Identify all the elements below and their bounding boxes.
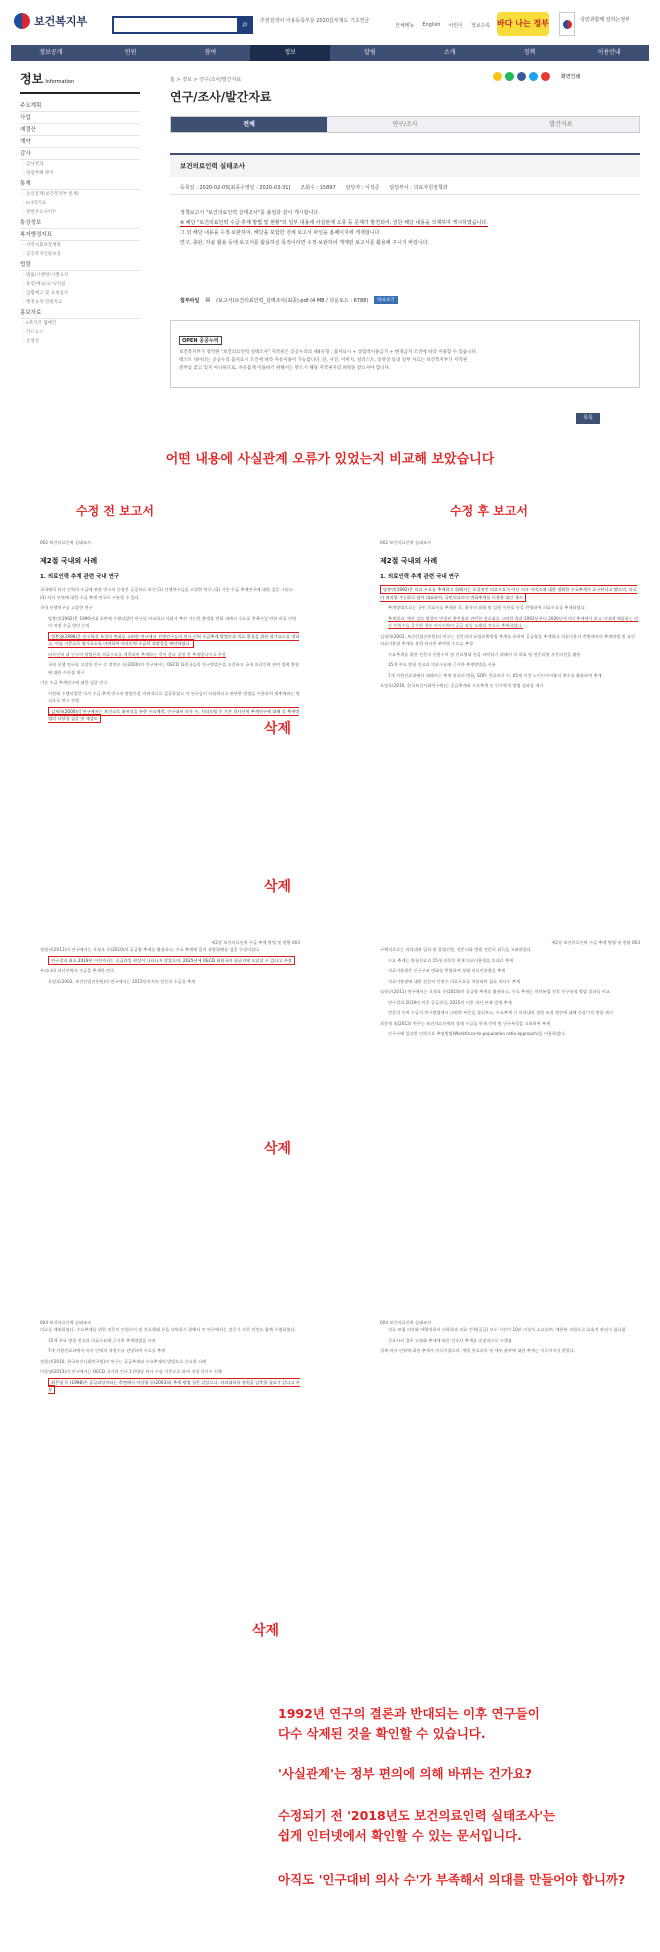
sidebar-subitem[interactable]: - 행정규칙·민원자료	[23, 300, 63, 305]
sidebar-item[interactable]: 통계	[20, 178, 140, 190]
delete-label: 삭제	[252, 1623, 280, 1639]
sidebar-subitem[interactable]: - 승인통계(보건복지부 통계)	[23, 192, 79, 197]
sidebar-subitem[interactable]: - 법률/시행령/시행규칙	[23, 273, 69, 278]
sidebar-item[interactable]: 홍보자료	[20, 307, 140, 319]
sidebar-item[interactable]: 예결산	[20, 124, 140, 136]
sidebar-subitem[interactable]: - 입법예고 및 규제심사	[23, 291, 69, 296]
sidebar-subitem[interactable]: - e나라지표	[23, 201, 47, 206]
print-button[interactable]: 화면인쇄	[561, 74, 581, 80]
note-original-report: 수정되기 전 '2018년도 보건의료인력 실태조사'는 쉽게 인터넷에서 확인할 수 있는 문서입니다.	[278, 1808, 556, 1843]
sidebar-item[interactable]: 감사	[20, 148, 140, 160]
band-icon[interactable]	[505, 72, 514, 81]
taeguk-logo-icon	[14, 13, 30, 29]
util-link[interactable]: 전체메뉴	[395, 23, 415, 29]
delete-label: 삭제	[264, 879, 292, 895]
slogan-banner[interactable]: 바다 나는 정부	[497, 12, 549, 36]
tab-research[interactable]: 연구/조사	[327, 117, 483, 132]
view-count: 조회수 : 15897	[300, 185, 336, 191]
delete-label: 삭제	[264, 1141, 292, 1157]
report-before-page2: 제2장 보건의료인력 수급 추계 방법 및 현황 003 정형선(2011)의 연구에서는 오영호 등(2010)의 공급량 추계를 활용하고, 수요 추계에 있어 유방위해를 검증 구성되었다. 연구결과 최소 2019년 이전까지는 공급과잉 현상이 나타나지 않았으며, 2025년에 OECD 회원국의 평균치에 도달할 수 있다고 주장 우리나라 의사인력의 수급을 추계한 연구 오영호(2002, 보건산업진흥원)의 연구에서는 2015년까지의 전문의 수급을 추계	[40, 940, 300, 1300]
nav-item-active[interactable]: 정보	[250, 45, 330, 61]
nav-item[interactable]: 소개	[443, 49, 456, 56]
after-label: 수정 후 보고서	[450, 504, 528, 518]
kakao-icon[interactable]	[493, 72, 502, 81]
gov-slogan: 국민과함께 일하는정부	[580, 17, 630, 23]
nav-item[interactable]: 참여	[204, 49, 217, 56]
sidebar-subitem[interactable]: - 공공복지인당보장	[23, 252, 61, 257]
facebook-icon[interactable]	[517, 72, 526, 81]
report-after-page3: 004 보건의료인력 실태조사 의료 보험 의사와 바람직하지 의학학과 의료 인력(공급) 모두 시간이 10년 이상이 소요되며, 제한된 자원으로 효율적 관리가 필요함 간호사의 경우 고령화 추세에 따른 간호사 추계를 중점적으로 수행함 경제 의사 인력에 대한 추계가 이루어졌으며, 개별 진료과목 및 세부 분야에 대한 추계는 이루어지지 않았다.	[380, 1320, 640, 1440]
article-title: 보건의료인력 실태조사	[170, 153, 640, 177]
list-button[interactable]: 목록	[576, 413, 600, 424]
note-question: 아직도 '인구대비 의사 수'가 부족해서 의대를 만들어야 합니까?	[278, 1872, 626, 1887]
blog-icon[interactable]	[541, 72, 550, 81]
breadcrumb: 홈 > 정보 > 연구/조사/발간자료	[170, 77, 242, 83]
sidebar-item[interactable]: 법령	[20, 259, 140, 271]
twitter-icon[interactable]	[529, 72, 538, 81]
kogl-badge: OPEN 공공누리	[179, 336, 222, 345]
nav-item[interactable]: 정보공개	[39, 49, 63, 56]
sidebar-subitem[interactable]: - 지역사회보장계획	[23, 243, 61, 248]
page-title: 연구/조사/발간자료	[170, 90, 272, 104]
sidebar-list	[20, 100, 140, 346]
search-button[interactable]: ⌕	[237, 16, 253, 34]
sidebar-subitem[interactable]: - 훈령/예규/고시/지침	[23, 282, 66, 287]
comparison-headline: 어떤 내용에 사실관계 오류가 있었는지 비교해 보았습니다	[165, 452, 495, 467]
main-nav	[11, 45, 649, 61]
preview-button[interactable]: 바로보기	[374, 296, 397, 304]
sidebar-subitem[interactable]: - 동영상	[23, 339, 40, 344]
sidebar-subitem[interactable]: - 감사결과	[23, 162, 44, 167]
note-deleted-studies: 1992년 연구의 결론과 반대되는 이후 연구들이 다수 삭제된 것을 확인할 수 있습니다.	[278, 1706, 540, 1741]
logo-text: 보건복지부	[34, 15, 88, 28]
body-line: 정책보고서 "보건의료인력 실태조사"를 붙임과 같이 게시합니다.	[180, 210, 320, 216]
util-link[interactable]: 어린이	[448, 23, 463, 29]
department: 담당부서 : 의료자원정책과	[389, 185, 448, 191]
sidebar-item[interactable]: 사업	[20, 112, 140, 124]
sidebar	[20, 70, 140, 346]
article-meta	[170, 181, 640, 195]
report-before-page3: 004 보건의료인력 실태조사 의료를 제외하였다. 수요추계를 위한 전문의 인원수의 및 진료행태 등을 파악하기 위해서 이 연구에서는 전문가 자문 의견도 함께 수렴하였다. 15개 주요 방청 전료과 의료수요에 근거한 추계방법을 사용 7개 지원진료과에서 의사 인력의 적정수를 전망하여 수요를 추계 정형선(2010, 한국보건사회연구원)의 연구는 공급추계와 수요추계의 방법으로 중요한 사례 이상영(2013)의 연구에서는 OECD 국가의 인구 1천명당 의사 수를 기준으로 하여 적정 의사수 산출 최은영 등 (1998)은 공급과잉이라는 측면에서 이상영 등(2003)과 추계 방법 성은 같았으나, 의과대학의 정원을 감축할 필요가 있다고 주장	[40, 1320, 300, 1880]
writer: 담당자 : 이석준	[345, 185, 380, 191]
tab-bar	[170, 116, 640, 133]
sidebar-subitem[interactable]: - 카드뉴스	[23, 330, 44, 335]
article-body	[180, 208, 630, 248]
sidebar-subitem[interactable]: - 청렴부패 방지	[23, 171, 54, 176]
tab-all[interactable]: 전체	[171, 117, 327, 132]
nav-item[interactable]: 정책	[523, 49, 536, 56]
body-line-notice: ※ 해당 "보건의료인력 수급 추계 방법 및 현황"의 일부 내용에 사실관계 오류 등 문제가 발견되어, 일단 해당 내용을 삭제하여 게시하였습니다.	[180, 220, 488, 226]
delete-label: 삭제	[264, 721, 292, 737]
utility-links	[395, 22, 490, 29]
sidebar-title: 정보 Information	[20, 70, 140, 94]
site-logo[interactable]	[14, 13, 87, 29]
tab-publications[interactable]: 발간자료	[483, 117, 639, 132]
share-bar	[493, 72, 580, 81]
nav-item[interactable]: 이용안내	[597, 49, 621, 56]
attachment-row	[180, 296, 398, 304]
note-fact-question: '사실관계'는 정부 편의에 의해 바뀌는 건가요?	[278, 1766, 533, 1781]
report-after-page1: 002 보건의료인력 실태조사 제2절 국내외 사례 1. 의료인력 추계 관련 국내 연구 양봉민(1992)은 의료 수요를 추계하기 위해서는 포괄적인 의료수요가 아닌 의사 서비스에 대한 정확한 수요추계가 요구된다고 했으며, 의료의 재적량 가능하다 함이 대표하여, 국민의료비의 변화추세를 이용한 대안 제시 추계방법으로는 국민 의료비를 추계한 후, 환자의 외래 및 입원 이용률 등을 반영하여 의료수요를 추계하였다. 추계결과, 예산 검토 방향이 반영된 출연율과 관련한 전료화를 고려한 결과 1992년부터 2000년까지의 추계에서 보고 이내에 해당하는 연간 인원수를 증가한 경우 의사인력이 공급 과잉 도래할 것으로 추계하였다. 김재희(2002, 보건산업진흥원)의 연구는 전문의의 유입유출방법 추계를 통하여 공급량을 추계하고 의료이용자 측면에서의 추계방법 및 요인 의료이용량 추계를 통한 유사한 분야별 수요를 추정 수요추계를 위한 전문의 인원수의 및 진료행태 등을 파악하기 위해서 각 학회 및 전문과별 자문의견을 활용 15개 주요 방청 진료과 의료수요에 근거한 추계방법을 사용 7개 지원진료과에서 대해서는 추계 의료비 변화, GDP, 진료의사 수, 65세 이상 노인인구비율의 변수를 활용하여 추계 오영호(2010, 한국보건사회연구원)는 공급추계와 수요추계 등 인구학적 방법 결과를 제시	[380, 540, 640, 930]
sidebar-item[interactable]: 복지행정지표	[20, 229, 140, 241]
util-link[interactable]: 정보수록	[470, 23, 491, 29]
file-icon: ▤	[205, 297, 211, 303]
sidebar-subitem[interactable]: - 관련주요사이트	[23, 210, 57, 215]
before-label: 수정 전 보고서	[76, 504, 154, 518]
reg-date: 등록일 : 2020-02-05[최종수정일 : 2020-03-31]	[180, 185, 291, 191]
license-box	[170, 320, 640, 388]
report-before-page1: 002 보건의료인력 실태조사 제2절 국내외 사례 1. 의료인력 추계 관련 국내 연구 국내에서 의사 인력의 수급에 관한 연구의 등장은 공공의료 보건 (1) 선행연구들을 고찰한 연구, (2) 기존 수급 추계연구에 대한 검증 그리고 (3) 의사 인력에 대한 수급 추계 연구로 구분할 수 있다. 국내 선행연구를 고찰한 연구 양봉민(1992)은 1990년대 초반에 수행되었던 연구를 비교하고 사회가 추산 가능한 출생률 변화 내에서 수요를 충족시킬 만한 의료 인력의 적정 수급 방안 논의 정봉엽(1998)은 인구학적 특성의 변화를 고려한 연구에서 선행연구들의 의사 인력 수급추계 방법론과 의료 환경을 위한 평가요소를 정하고, 이를 기준으로 평가요소를 마련하여 의사인력 수급의 적정성을 판단하였다. 의사인력 대 인구의 방법론의 의료수요를 계측하여 추계하는 것이 좋다 결정 한 추계방식이고 주장 국외 선행 연구를 고찰한 연구 중 정봉모 등(2000)의 연구에서는 OECD 회원국들의 연구방법론을 고찰하고 국내 의료인력 관련 정책 방향에 대한 시사점 제시 기존 수급 추계연구에 대한 검증 연구 이전에 수행되었던 의사 수급 추계 연구의 방법론을 비판적으로 검증하였고 이 연구들이 타당하다고 판단한 방법을 이용하여 재추계하는 방식으로 연구 진행 김재희(2000)의 연구에서는 보건소득 최귀식을 통한 수요예측, 인구대비 의사 수, 지리모델 등 기존 의사인력 추계연구에 대해 각 추계방법의 타당성 검증 및 재검토	[40, 540, 300, 930]
report-after-page2: 제2장 보건의료인력 수급 추계 방법 및 현황 003 구체적으로는 의과대학 입학 및 졸업인원, 전문의화 방법 전문의 취득을 고려하였다. 수요 추계는 방청진료과 15개 과목의 현재 의료이용량을 토대로 추계 의료이용량은 인구구조 변화를 반영하여 장래 의료이용량을 추계 의료이용량에 대한 전문의 인원수 의료수요를 적용하여 필요 의사수 추계 임형순(2011) 연구에서는 오영호 등(2010)의 공급량 추계를 활용하고, 수요 추계는 의약분업 전후 인구학적 방법 결과를 비교 연구결과 2019년 이후 공급과잉, 2025년 이후 의사 부족 발생 추계 전문의 인력 수급의 연구방법에서 다양한 부문을 살펴보고, 수요추계 시 의과대학 정원 조정 방안에 대해 중장기적 방향 제시 최준혁 외(2012) 연구는 보건의료인력의 장래 수급을 현재 인력 및 인구특성을 고려하여 추계 인구수에 입각한 인력수요 추정방법(Workforce-to-population ratio approach)을 이용하였다.	[380, 940, 640, 1300]
nav-item[interactable]: 알림	[364, 49, 376, 56]
body-line: 그 외 해당 내용을 수정·보완하여, 해당을 포함한 전체 보고서 파일을 홈페이지에 게재합니다.	[180, 230, 381, 236]
attachment-link[interactable]: (보고서)보건의료인력_실태조사(최종).pdf (4 MB / 다운로드 : 6788)	[216, 297, 369, 304]
search-input[interactable]	[112, 16, 252, 34]
license-text: 보건복지부가 창작한 "보건의료인력 실태조사" 저작물은 공공누리의 제4유형 : 출처표시 + 상업적이용금지 + 변경금지 조건에 따라 이용할 수 있습니다. 텍스트 데이터는 공공누리 출처표시 조건에 따라 자유이용이 가능합니다. 단, 사진, 이미지, 일러스트, 동영상 등의 일부 자료는 보건복지부가 저작권 전부를 갖고 있지 아니하므로, 자유롭게 이용하기 위해서는 반드시 해당 저작권자의 허락을 받으셔야 합니다.	[179, 350, 478, 371]
nav-item[interactable]: 민원	[124, 49, 137, 56]
top-header	[0, 0, 660, 42]
sidebar-item[interactable]: 통상정보	[20, 217, 140, 229]
util-link[interactable]: English	[422, 22, 441, 28]
recommended-keywords[interactable]: 추천검색어 이용등록부문 2020갑부제도 기초연금	[260, 18, 370, 24]
sidebar-item[interactable]: 주요계획	[20, 100, 140, 112]
attachment-label: 첨부파일	[180, 297, 200, 304]
sidebar-subitem[interactable]: - e복지본 웹매진	[23, 321, 57, 326]
body-line: 연구, 출판, 자솔 활용 등에 보고서를 활용하실 목적이라면 수정·보완하여 게재된 보고서를 활용해 주시기 바랍니다.	[180, 240, 430, 246]
sidebar-item[interactable]: 계약	[20, 136, 140, 148]
flag-icon	[559, 12, 575, 36]
